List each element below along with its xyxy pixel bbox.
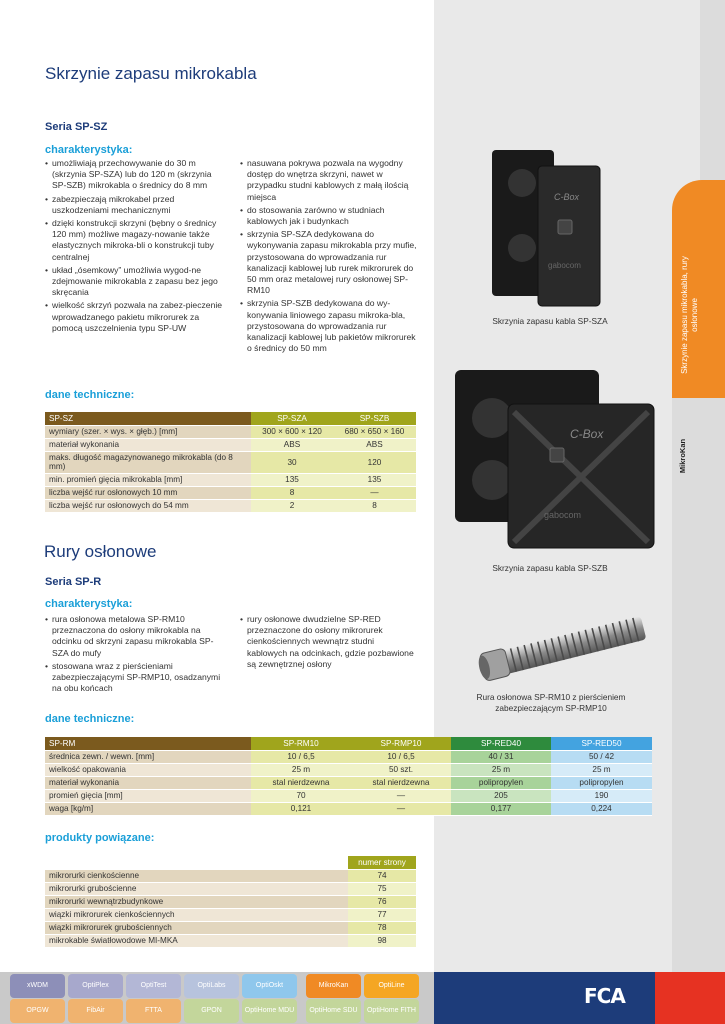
- table-cell: liczba wejść rur osłonowych 10 mm: [45, 486, 251, 499]
- table-cell: 30: [251, 451, 333, 473]
- table-row: [45, 934, 416, 947]
- table-cell: 8: [333, 499, 416, 512]
- box-sza-image: [488, 148, 608, 308]
- table-cell: 135: [251, 473, 333, 486]
- caption-pipe: Rura osłonowa SP-RM10 z pierścieniem zabezpieczającym SP-RMP10: [476, 692, 626, 713]
- table-header: numer strony: [348, 856, 416, 869]
- table-row: [45, 750, 652, 763]
- related-table: [45, 856, 416, 948]
- section1-title: Skrzynie zapasu mikrokabla: [45, 64, 257, 83]
- nav-button[interactable]: MikroKan: [306, 974, 361, 998]
- side-tab-active[interactable]: [672, 180, 725, 398]
- table-row: [45, 451, 416, 473]
- box-lid-label: C-Box: [554, 192, 580, 202]
- table-cell: waga [kg/m]: [45, 802, 251, 815]
- nav-button[interactable]: OptiHome FITH: [364, 999, 419, 1023]
- box-brand-label: gabocom: [544, 510, 582, 520]
- table-cell: 8: [251, 486, 333, 499]
- table-header: SP-SZ: [45, 412, 251, 425]
- table-cell: 50 szt.: [351, 763, 451, 776]
- table-cell: wiązki mikrorurek grubościennych: [45, 921, 348, 934]
- table-cell: 25 m: [551, 763, 652, 776]
- table-row: [45, 473, 416, 486]
- table-cell: 120: [333, 451, 416, 473]
- table-cell: promień gięcia [mm]: [45, 789, 251, 802]
- section1-tech-label: dane techniczne:: [45, 389, 135, 401]
- table-cell: 10 / 6,5: [351, 750, 451, 763]
- table-cell: 74: [348, 869, 416, 882]
- table-cell: 78: [348, 921, 416, 934]
- section1-series: Seria SP-SZ: [45, 121, 108, 133]
- table-cell: min. promień gięcia mikrokabla [mm]: [45, 473, 251, 486]
- table-cell: 135: [333, 473, 416, 486]
- side-tab-mikrokan-label: MikroKan: [678, 438, 687, 474]
- table-cell: ABS: [333, 438, 416, 451]
- table-cell: 300 × 600 × 120: [251, 425, 333, 438]
- table-cell: średnica zewn. / wewn. [mm]: [45, 750, 251, 763]
- fca-logo: FCA: [584, 984, 625, 1008]
- table-row: [45, 908, 416, 921]
- list-item: • nasuwana pokrywa pozwala na wygodny dostęp do wnętrza skrzyni, nawet w przypadku studni kablowych z małą ilością miejsca: [240, 158, 420, 203]
- section2-bullets-left: [45, 614, 225, 696]
- table-row: [45, 425, 416, 438]
- table-cell: ABS: [251, 438, 333, 451]
- table-header: SP-RM: [45, 737, 251, 750]
- nav-button[interactable]: OptiOskt: [242, 974, 297, 998]
- table-row: [45, 869, 416, 882]
- table-row: [45, 882, 416, 895]
- table-cell: 75: [348, 882, 416, 895]
- box-szb-image: [452, 368, 662, 552]
- table-cell: 0,121: [251, 802, 351, 815]
- nav-button[interactable]: OptiHome SDU: [306, 999, 361, 1023]
- table-row: [45, 789, 652, 802]
- list-item: • skrzynia SP-SZB dedykowana do wy-konywania liniowego zapasu mikroka-bla, przystosowana do wprowadzania rur kanalizacji kablowej lub pakietów mikrorurek o średnicy do 50 mm: [240, 298, 420, 354]
- table-cell: stal nierdzewna: [351, 776, 451, 789]
- caption-sza: Skrzynia zapasu kabla SP-SZA: [492, 316, 608, 326]
- list-item: • umożliwiają przechowywanie do 30 m (skrzynia SP-SZA) lub do 120 m (skrzynia SP-SZB) mikrokabla o średnicy do 8 mm: [45, 158, 225, 192]
- section2-bullets-right: [240, 614, 415, 672]
- table-cell: stal nierdzewna: [251, 776, 351, 789]
- table-row: [45, 438, 416, 451]
- table-cell: mikrorurki cienkościenne: [45, 869, 348, 882]
- table-cell: polipropylen: [551, 776, 652, 789]
- table-row: [45, 486, 416, 499]
- table-cell: —: [333, 486, 416, 499]
- list-item: • stosowana wraz z pierścieniami zabezpieczającymi SP-RMP10, osadzanymi na obu końcach: [45, 661, 225, 695]
- table-cell: 98: [348, 934, 416, 947]
- section2-title: Rury osłonowe: [44, 542, 157, 561]
- section1-bullets-left: [45, 158, 225, 336]
- nav-button[interactable]: OptiLabs: [184, 974, 239, 998]
- nav-button[interactable]: OptiLine: [364, 974, 419, 998]
- caption-szb: Skrzynia zapasu kabla SP-SZB: [492, 563, 608, 573]
- table-cell: 25 m: [251, 763, 351, 776]
- table-cell: wiązki mikrorurek cienkościennych: [45, 908, 348, 921]
- table-cell: 40 / 31: [451, 750, 551, 763]
- table-cell: liczba wejść rur osłonowych do 54 mm: [45, 499, 251, 512]
- section2-characteristics-label: charakterystyka:: [45, 598, 133, 610]
- table-cell: mikrorurki wewnątrzbudynkowe: [45, 895, 348, 908]
- table-cell: 0,224: [551, 802, 652, 815]
- table-header: SP-RM10: [251, 737, 351, 750]
- table-header: SP-RED40: [451, 737, 551, 750]
- table-cell: mikrokable światłowodowe MI-MKA: [45, 934, 348, 947]
- table-cell: 76: [348, 895, 416, 908]
- list-item: • układ „ósemkowy” umożliwia wygod-ne zdejmowanie mikrokabla z zapasu bez jego skręcania: [45, 265, 225, 299]
- table-row: [45, 895, 416, 908]
- section2-table: [45, 737, 652, 816]
- table-cell: materiał wykonania: [45, 438, 251, 451]
- table-cell: 77: [348, 908, 416, 921]
- table-cell: —: [351, 802, 451, 815]
- table-row: [45, 921, 416, 934]
- nav-button[interactable]: xWDM: [10, 974, 65, 998]
- list-item: • rura osłonowa metalowa SP-RM10 przeznaczona do osłony mikrokabla na odcinku od skrzyni zapasu mikrokabla SP-SZA do mufy: [45, 614, 225, 659]
- table-cell: polipropylen: [451, 776, 551, 789]
- table-cell: materiał wykonania: [45, 776, 251, 789]
- box-lid-label: C-Box: [570, 427, 604, 441]
- table-cell: —: [351, 789, 451, 802]
- section1-table: [45, 412, 416, 513]
- table-cell: wymiary (szer. × wys. × głęb.) [mm]: [45, 425, 251, 438]
- table-row: [45, 499, 416, 512]
- footer-red-block: [655, 972, 725, 1024]
- table-cell: 25 m: [451, 763, 551, 776]
- side-tab-active-label: Skrzynie zapasu mikrokabla, rury osłonowe: [680, 256, 699, 374]
- table-cell: 10 / 6,5: [251, 750, 351, 763]
- table-cell: mikrorurki grubościenne: [45, 882, 348, 895]
- table-cell: 190: [551, 789, 652, 802]
- table-cell: 680 × 650 × 160: [333, 425, 416, 438]
- table-row: [45, 802, 652, 815]
- table-cell: maks. długość magazynowanego mikrokabla (do 8 mm): [45, 451, 251, 473]
- table-cell: 2: [251, 499, 333, 512]
- table-cell: 70: [251, 789, 351, 802]
- side-tab-mikrokan[interactable]: [672, 398, 725, 972]
- section2-series: Seria SP-R: [45, 576, 102, 588]
- nav-button[interactable]: FTTA: [126, 999, 181, 1023]
- table-header: SP-SZB: [333, 412, 416, 425]
- nav-button[interactable]: OptiHome MDU: [242, 999, 297, 1023]
- nav-button[interactable]: OptiTest: [126, 974, 181, 998]
- table-cell: 50 / 42: [551, 750, 652, 763]
- related-label: produkty powiązane:: [45, 832, 155, 844]
- table-header: SP-RMP10: [351, 737, 451, 750]
- list-item: • skrzynia SP-SZA dedykowana do wykonywania zapasu mikrokabla przy mufie, przystosowana do wprowadzania rur kanalizacji kablowej lub rurek mikrorurek do 50 mm oraz metalowej rury osłonowej SP-RM10: [240, 229, 420, 296]
- nav-button[interactable]: FibAir: [68, 999, 123, 1023]
- table-row: [45, 763, 652, 776]
- table-cell: wielkość opakowania: [45, 763, 251, 776]
- section1-bullets-right: [240, 158, 420, 356]
- list-item: • dzięki konstrukcji skrzyni (bębny o średnicy 120 mm) możliwe magazy-nowanie także elastycznych mikroka-bli o konstrukcji tuby centralnej: [45, 218, 225, 263]
- table-header: SP-RED50: [551, 737, 652, 750]
- list-item: • do stosowania zarówno w studniach kablowych jak i budynkach: [240, 205, 420, 227]
- section2-tech-label: dane techniczne:: [45, 713, 135, 725]
- nav-button[interactable]: GPON: [184, 999, 239, 1023]
- table-cell: 205: [451, 789, 551, 802]
- nav-button[interactable]: OPGW: [10, 999, 65, 1023]
- section1-characteristics-label: charakterystyka:: [45, 144, 133, 156]
- table-cell: 0,177: [451, 802, 551, 815]
- pipe-image: [472, 612, 652, 684]
- list-item: • zabezpieczają mikrokabel przed uszkodzeniami mechanicznymi: [45, 194, 225, 216]
- list-item: • rury osłonowe dwudzielne SP-RED przeznaczone do osłony mikrorurek cienkościennych wewnątrz studni kablowych na odcinkach, gdzie pozbawione są zewnętrznej osłony: [240, 614, 415, 670]
- list-item: • wielkość skrzyń pozwala na zabez-pieczenie wprowadzanego pakietu mikrorurek za pomocą uszczelnienia typu SP-UW: [45, 300, 225, 334]
- table-header: SP-SZA: [251, 412, 333, 425]
- table-row: [45, 776, 652, 789]
- box-brand-label: gabocom: [548, 261, 581, 270]
- nav-button[interactable]: OptiPlex: [68, 974, 123, 998]
